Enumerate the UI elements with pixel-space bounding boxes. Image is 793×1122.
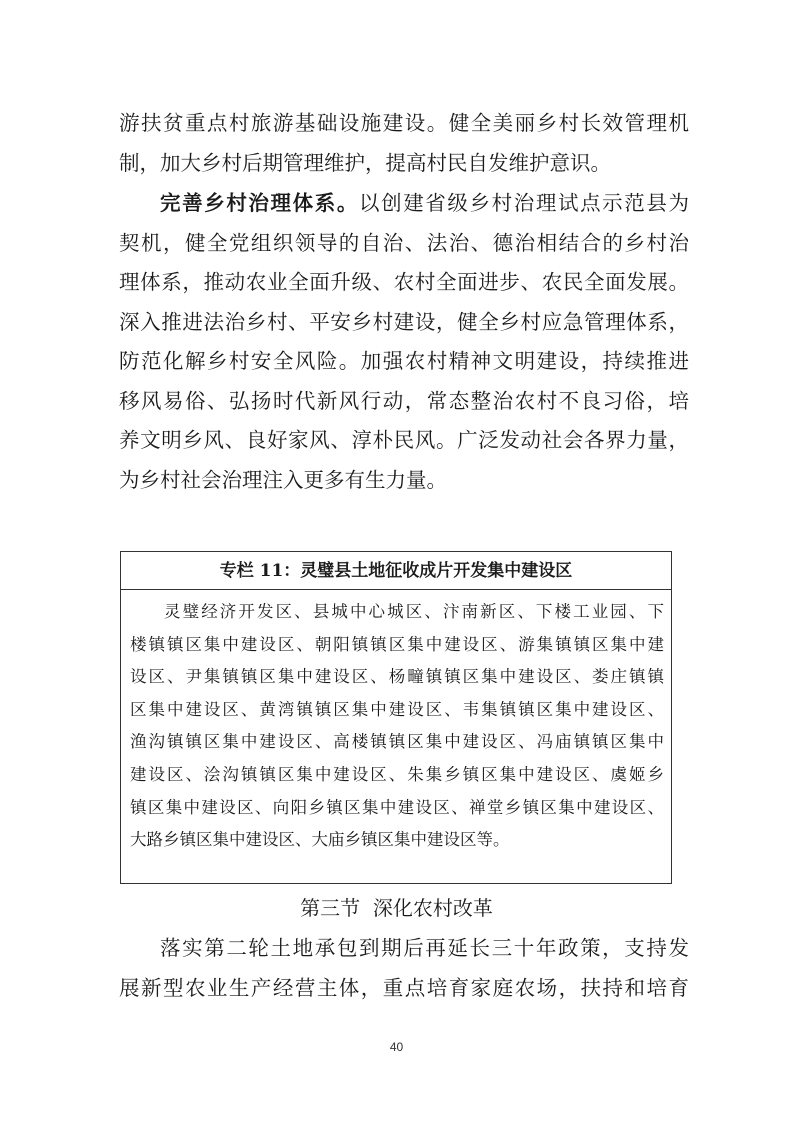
paragraph-heading: 完善乡村治理体系。 — [160, 191, 359, 215]
text-line: 契机，健全党组织领导的自治、法治、德治相结合的乡村治 — [119, 230, 689, 255]
text-line: 落实第二轮土地承包到期后再延长三十年政策，支持发 — [160, 936, 689, 960]
text-line: 理体系，推动农业全面升级、农村全面进步、农民全面发展。 — [119, 270, 689, 294]
box-text-line: 区集中建设区、黄湾镇镇区集中建设区、韦集镇镇区集中建设区、 — [130, 699, 664, 719]
column-box — [120, 551, 672, 884]
box-text-line: 设区、尹集镇镇区集中建设区、杨疃镇镇区集中建设区、娄庄镇镇 — [130, 667, 664, 687]
text-line: 养文明乡风、良好家风、淳朴民风。广泛发动社会各界力量， — [119, 428, 689, 452]
text-line — [119, 184, 689, 224]
paragraph-rural-reform — [119, 929, 689, 1008]
paragraph-rural-management — [119, 104, 689, 183]
text-line: 制，加大乡村后期管理维护，提高村民自发维护意识。 — [119, 150, 611, 175]
paragraph-rural-governance — [119, 184, 689, 500]
page-number: 40 — [389, 1040, 404, 1054]
box-text-line: 建设区、浍沟镇镇区集中建设区、朱集乡镇区集中建设区、虞姬乡 — [130, 764, 664, 784]
text-line: 展新型农业生产经营主体，重点培育家庭农场，扶持和培育 — [119, 975, 689, 1000]
box-text-line: 镇区集中建设区、向阳乡镇区集中建设区、禅堂乡镇区集中建设区、 — [130, 797, 664, 817]
box-text-line: 楼镇镇区集中建设区、朝阳镇镇区集中建设区、游集镇镇区集中建 — [130, 634, 664, 654]
text-line: 防范化解乡村安全风险。加强农村精神文明建设，持续推进 — [119, 349, 689, 373]
text-line: 游扶贫重点村旅游基础设施建设。健全美丽乡村长效管理机 — [119, 111, 689, 135]
text-line: 移风易俗、弘扬时代新风行动，常态整治农村不良习俗，培 — [119, 388, 689, 413]
column-box-title: 专栏 11：灵璧县土地征收成片开发集中建设区 — [121, 552, 671, 590]
text-fragment: 以创建省级乡村治理试点示范县为 — [358, 191, 690, 215]
box-text-line: 大路乡镇区集中建设区、大庙乡镇区集中建设区等。 — [130, 830, 510, 850]
text-line: 深入推进法治乡村、平安乡村建设，健全乡村应急管理体系， — [119, 309, 689, 334]
box-text-line: 渔沟镇镇区集中建设区、高楼镇镇区集中建设区、冯庙镇镇区集中 — [130, 732, 664, 752]
text-line: 为乡村社会治理注入更多有生力量。 — [119, 467, 447, 492]
column-box-body — [130, 596, 664, 857]
section-heading: 第三节 深化农村改革 — [300, 896, 493, 920]
box-text-line: 灵璧经济开发区、县城中心城区、汴南新区、下楼工业园、下 — [164, 602, 664, 621]
